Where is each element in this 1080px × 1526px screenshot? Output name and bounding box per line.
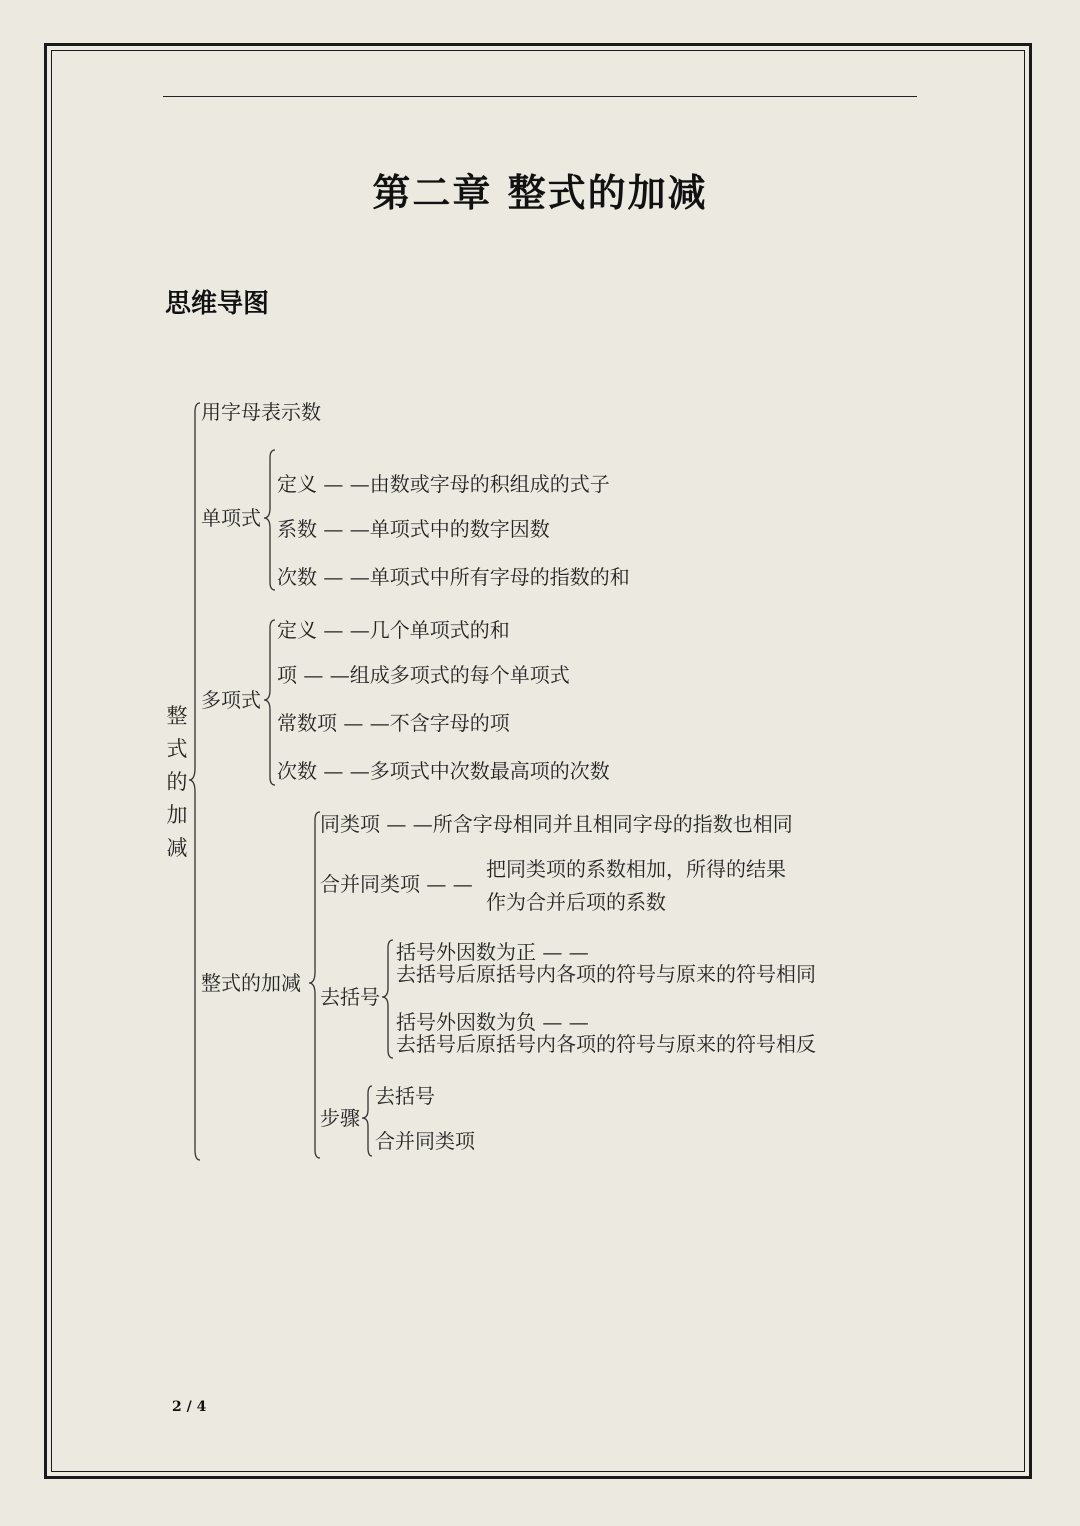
- step-remove-brackets: 去括号: [375, 1084, 435, 1108]
- brace-steps: [362, 1086, 372, 1156]
- node-monomial: 单项式: [201, 506, 261, 530]
- node-add-subtract: 整式的加减: [201, 971, 301, 995]
- brackets-negative-rule: 去括号后原括号内各项的符号与原来的符号相反: [396, 1032, 816, 1056]
- brace-polynomial: [264, 620, 275, 785]
- root-char: 整: [166, 704, 188, 728]
- node-steps: 步骤: [320, 1106, 360, 1130]
- brace-monomial: [264, 450, 275, 590]
- combine-text-line1: 把同类项的系数相加，所得的结果: [486, 857, 786, 881]
- root-char: 减: [166, 836, 188, 860]
- page-number: 2 / 4: [172, 1399, 207, 1415]
- combine-label: 合并同类项 — —: [320, 872, 473, 896]
- step-combine-like-terms: 合并同类项: [375, 1129, 475, 1153]
- mindmap-root: [165, 700, 189, 865]
- brackets-negative-head: 括号外因数为负 — —: [396, 1010, 589, 1034]
- like-terms: 同类项 — —所含字母相同并且相同字母的指数也相同: [320, 812, 793, 836]
- combine-text-line2: 作为合并后项的系数: [486, 890, 666, 914]
- brace-addsub: [309, 812, 320, 1158]
- polynomial-term: 项 — —组成多项式的每个单项式: [277, 663, 570, 687]
- monomial-definition: 定义 — —由数或字母的积组成的式子: [277, 472, 610, 496]
- root-char: 的: [166, 770, 188, 794]
- brace-root: [189, 403, 200, 1160]
- node-remove-brackets: 去括号: [320, 985, 380, 1009]
- node-polynomial: 多项式: [201, 688, 261, 712]
- polynomial-degree: 次数 — —多项式中次数最高项的次数: [277, 759, 610, 783]
- section-heading: 思维导图: [165, 289, 270, 319]
- monomial-degree: 次数 — —单项式中所有字母的指数的和: [277, 565, 630, 589]
- root-char: 加: [166, 803, 188, 827]
- node-letters-for-numbers: 用字母表示数: [201, 400, 321, 424]
- monomial-coefficient: 系数 — —单项式中的数字因数: [277, 517, 550, 541]
- chapter-title: 第二章 整式的加减: [372, 171, 708, 215]
- root-char: 式: [166, 737, 188, 761]
- polynomial-constant: 常数项 — —不含字母的项: [277, 711, 510, 735]
- brackets-positive-rule: 去括号后原括号内各项的符号与原来的符号相同: [396, 962, 816, 986]
- brace-brackets: [382, 940, 393, 1058]
- brackets-positive-head: 括号外因数为正 — —: [396, 940, 589, 964]
- polynomial-definition: 定义 — —几个单项式的和: [277, 618, 510, 642]
